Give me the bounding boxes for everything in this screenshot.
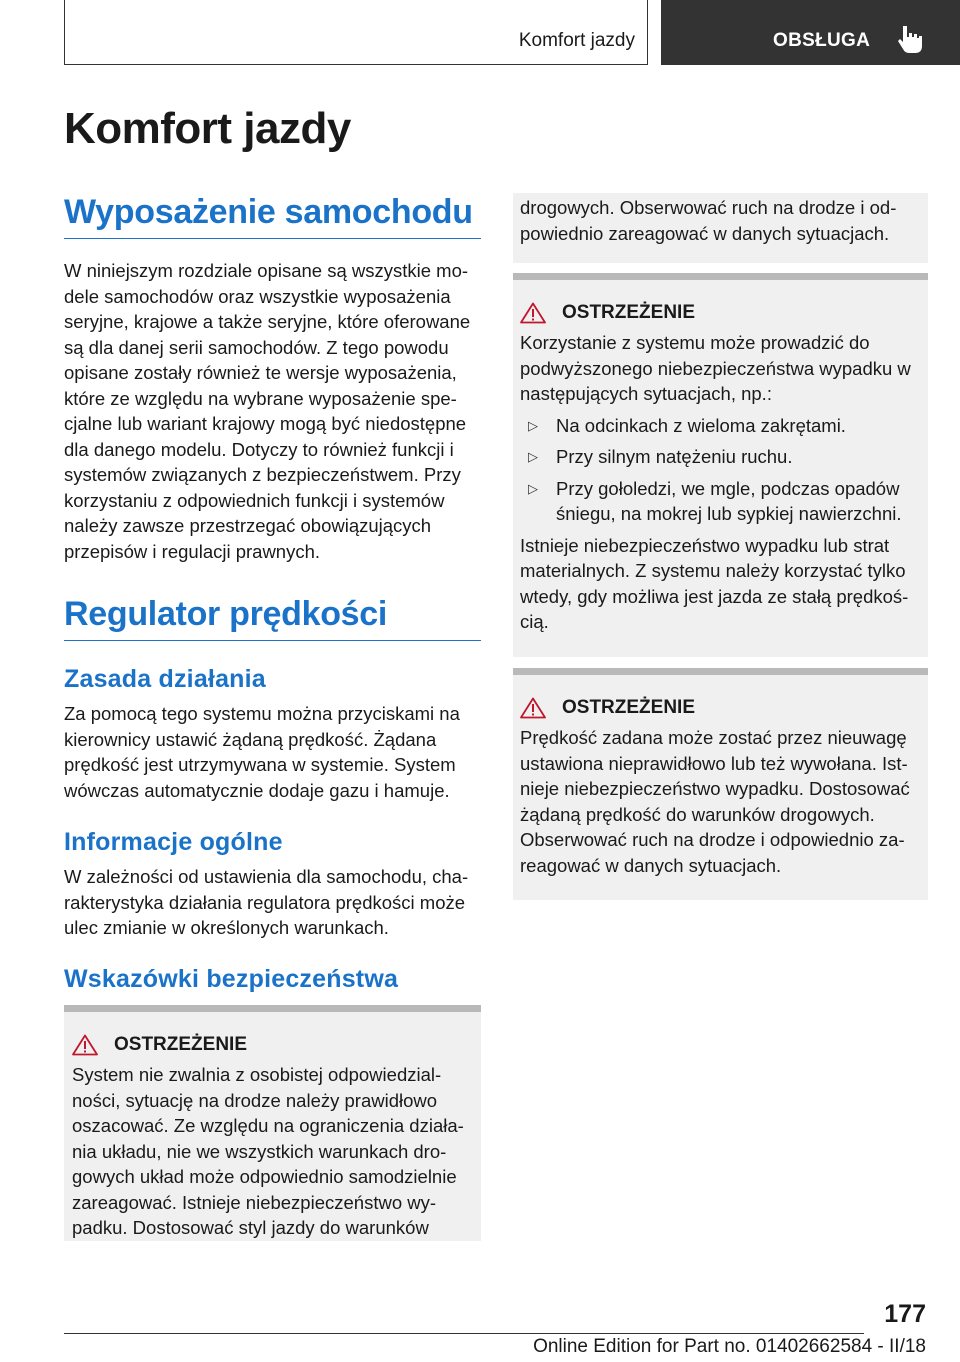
list-item: ▷ Przy gołoledzi, we mgle, podczas opadów śniegu, na mokrej lub sypkiej nawierzchni. [528, 477, 902, 524]
list-item: ▷ Przy silnym natężeniu ruchu. [528, 444, 920, 470]
warning-triangle-icon [520, 697, 546, 719]
equipment-paragraph: W niniejszym rozdziale opisane są wszystkie modele samochodów oraz wszystkie wyposażenia seryjne, krajowe a także seryjne, które oferowane są dla danej serii samochodów. Z tego powodu opisane zostały również te wersje wyposażenia, które ze względu na wybrane wyposażenie specjalne lub wariant krajowy mogą być niedostępne dla danego modelu. Dotyczy to również funkcji i systemów związanych z bezpieczeństwem. Przy korzystaniu z odpowiednich funkcji i systemów należy zawsze przestrzegać obowiązujących przepisów i regulacji prawnych. [64, 260, 471, 562]
warning-box-1-continuation [513, 193, 928, 263]
warning-label: OSTRZEŻENIE [562, 302, 696, 323]
heading-principle: Zasada działania [64, 665, 266, 693]
warning-triangle-icon [520, 302, 546, 324]
header-tab-label: OBSŁUGA [773, 30, 871, 51]
heading-cruise-control: Regulator prędkości [64, 595, 481, 641]
page-title: Komfort jazdy [64, 104, 351, 153]
list-item: ▷ Na odcinkach z wieloma zakrętami. [528, 413, 920, 439]
warning-label: OSTRZEŻENIE [114, 1034, 248, 1055]
principle-paragraph: Za pomocą tego systemu można przyciskami na kierownicy ustawić żądaną prędkość. Żądana prędkość jest utrzymywana w systemie. System wówczas automatycznie dodaje gazu i hamuje. [64, 703, 460, 801]
warning-header [520, 697, 920, 719]
warning-box-1 [64, 1005, 481, 1241]
bullet-triangle-icon: ▷ [528, 480, 538, 496]
header-section-title: Komfort jazdy [518, 30, 635, 51]
header-tab-obsluga[interactable] [661, 0, 960, 65]
warning-box-3 [513, 668, 928, 900]
warning-continuation-text: drogowych. Obserwować ruch na drodze i odpowiednio zareagować w danych sytuacjach. [520, 197, 897, 244]
warning-label: OSTRZEŻENIE [562, 697, 696, 718]
footer-edition: Online Edition for Part no. 01402662584 - II/18 [533, 1336, 926, 1357]
warning-situations-list [528, 413, 920, 527]
heading-safety-notes: Wskazówki bezpieczeństwa [64, 965, 399, 993]
warning-box-2 [513, 273, 928, 657]
warning-outro: Istnieje niebezpieczeństwo wypadku lub strat materialnych. Z systemu należy korzystać tylko wtedy, gdy możliwa jest jazda ze stałą prędkością. [520, 534, 909, 632]
bullet-triangle-icon: ▷ [528, 417, 538, 433]
general-info-paragraph: W zależności od ustawienia dla samochodu, charakterystyka działania regulatora prędkości może ulec zmianie w określonych warunkach. [64, 866, 469, 938]
warning-triangle-icon [72, 1034, 98, 1056]
warning-header [72, 1034, 471, 1056]
heading-equipment: Wyposażenie samochodu [64, 193, 481, 239]
pointing-hand-icon [897, 24, 923, 54]
warning-intro: Korzystanie z systemu może prowadzić do podwyższonego niebezpieczeństwa wypadku w następujących sytuacjach, np.: [520, 332, 911, 404]
warning-text: Prędkość zadana może zostać przez nieuwagę ustawiona nieprawidłowo lub też wywołana. Istnieje niebezpieczeństwo wypadku. Dostosować żądaną prędkość do warunków drogowych. Obserwować ruch na drodze i odpowiednio zareagować w danych sytuacjach. [520, 727, 910, 876]
footer-divider [64, 1333, 864, 1334]
heading-general-info: Informacje ogólne [64, 828, 283, 856]
header-section-box [64, 0, 648, 65]
bullet-triangle-icon: ▷ [528, 449, 538, 464]
warning-text: System nie zwalnia z osobistej odpowiedzialności, sytuację na drodze należy prawidłowo oszacować. Ze względu na ograniczenia działania układu, nie we wszystkich warunkach drogowych układ może odpowiednio samodzielnie zareagować. Istnieje niebezpieczeństwo wypadku. Dostosować styl jazdy do warunków [72, 1064, 464, 1238]
warning-header [520, 302, 920, 324]
page-number: 177 [884, 1300, 926, 1328]
